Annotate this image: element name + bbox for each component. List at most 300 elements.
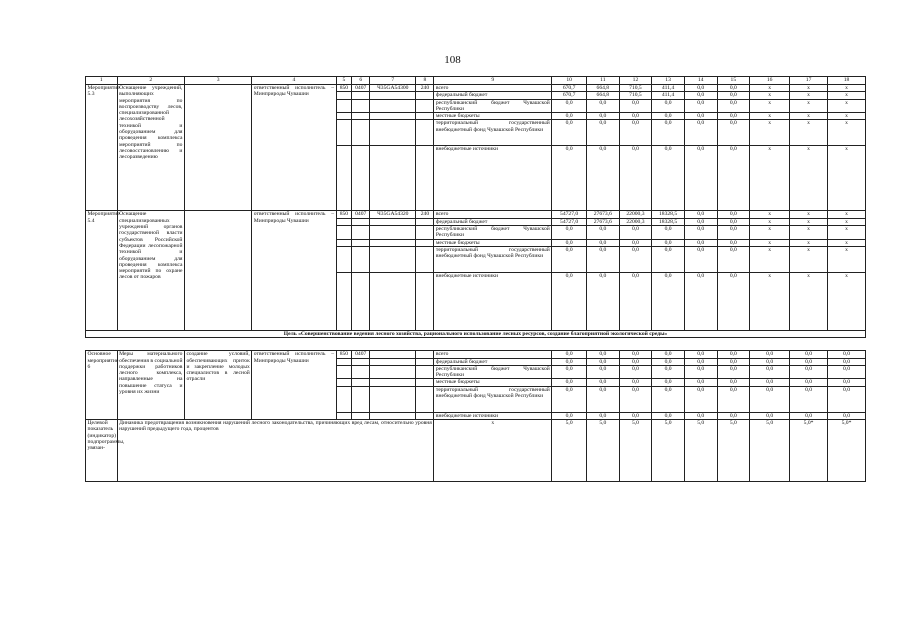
amount-cell: 0,0 (619, 239, 652, 246)
amount-cell: x (790, 218, 828, 225)
amount-cell: 0,0 (790, 365, 828, 379)
amount-cell: 0,0 (684, 386, 717, 412)
amount-cell: x (790, 92, 828, 99)
indicator-value: 5,0 (619, 420, 652, 482)
amount-cell: 0,0 (828, 358, 866, 365)
budget-code-cell (352, 146, 370, 211)
budget-code-cell (352, 379, 370, 386)
amount-cell: x (828, 239, 866, 246)
budget-code-cell (370, 379, 416, 386)
funding-source: внебюджетные источники (434, 146, 552, 211)
funding-source: федеральный бюджет (434, 92, 552, 99)
amount-cell: 0,0 (587, 113, 620, 120)
event-5-3-name: Мероприятие 5.3 (86, 85, 118, 211)
amount-cell: 0,0 (587, 365, 620, 379)
funding-source: внебюджетные источники (434, 272, 552, 330)
amount-cell: 0,0 (684, 120, 717, 146)
amount-cell: 710,5 (619, 85, 652, 92)
amount-cell: 0,0 (828, 351, 866, 358)
amount-cell: 0,0 (684, 146, 717, 211)
amount-cell: 0,0 (587, 358, 620, 365)
amount-cell: 0,0 (652, 226, 685, 240)
budget-code-cell (352, 358, 370, 365)
amount-cell: 0,0 (587, 386, 620, 412)
amount-cell: 0,0 (552, 120, 587, 146)
amount-cell: 411,4 (652, 85, 685, 92)
budget-code-cell: 240 (416, 85, 434, 92)
amount-cell: 0,0 (790, 358, 828, 365)
amount-cell: 0,0 (587, 120, 620, 146)
budget-code-cell (352, 99, 370, 113)
amount-cell: 0,0 (717, 239, 750, 246)
budget-code-cell (336, 246, 352, 272)
budget-code-cell (336, 272, 352, 330)
amount-cell: x (750, 99, 790, 113)
amount-cell: 27673,6 (587, 218, 620, 225)
budget-code-cell (416, 92, 434, 99)
column-number: 13 (652, 77, 685, 85)
amount-cell: x (750, 85, 790, 92)
budget-code-cell (370, 351, 416, 358)
budget-code-cell (416, 272, 434, 330)
column-number: 4 (252, 77, 336, 85)
amount-cell: x (790, 226, 828, 240)
budget-code-cell (336, 412, 352, 419)
indicator-row (86, 420, 866, 482)
main-event-6-description: Меры материального обеспечения в социальной поддержки работников лесного комплекса, направленные на повышение статуса и уровня их жизни (117, 351, 184, 420)
amount-cell: 0,0 (652, 239, 685, 246)
funding-source: всего (434, 85, 552, 92)
budget-code-cell (336, 379, 352, 386)
amount-cell: 0,0 (717, 226, 750, 240)
column-number: 3 (184, 77, 251, 85)
budget-code-cell (416, 99, 434, 113)
budget-code-cell (352, 246, 370, 272)
amount-cell: 0,0 (552, 99, 587, 113)
amount-cell: 0,0 (619, 113, 652, 120)
amount-cell: 0,0 (587, 99, 620, 113)
amount-cell: 0,0 (684, 99, 717, 113)
amount-cell: 0,0 (587, 226, 620, 240)
indicator-value: 5,0 (552, 420, 587, 482)
budget-code-cell (336, 365, 352, 379)
table-row (86, 351, 866, 358)
budget-code-cell (416, 412, 434, 419)
budget-code-cell (352, 218, 370, 225)
amount-cell: 0,0 (790, 351, 828, 358)
amount-cell: 0,0 (684, 218, 717, 225)
budget-code-cell: 0407 (352, 211, 370, 218)
column-number: 12 (619, 77, 652, 85)
amount-cell: 0,0 (684, 239, 717, 246)
amount-cell: 0,0 (619, 386, 652, 412)
amount-cell: 0,0 (652, 120, 685, 146)
budget-code-cell (416, 226, 434, 240)
indicator-value: 5,0 (587, 420, 620, 482)
amount-cell: x (828, 246, 866, 272)
budget-code-cell (336, 239, 352, 246)
amount-cell: 0,0 (552, 412, 587, 419)
amount-cell: 0,0 (684, 246, 717, 272)
budget-code-cell (416, 379, 434, 386)
event-5-4-expected-result (184, 211, 251, 330)
budget-code-cell (370, 218, 416, 225)
spacer-row (86, 338, 866, 351)
budget-code-cell (370, 113, 416, 120)
amount-cell: 0,0 (652, 412, 685, 419)
amount-cell: 0,0 (684, 92, 717, 99)
column-number-row (86, 77, 866, 85)
amount-cell: 0,0 (750, 358, 790, 365)
indicator-text: Динамика предотвращения возникновения нарушений лесного законодательства, причиняющих вред лесам, относительно уровня нарушений предыдущего года, процентов (117, 420, 434, 482)
column-number: 8 (416, 77, 434, 85)
amount-cell: 22000,3 (619, 211, 652, 218)
amount-cell: x (790, 239, 828, 246)
amount-cell: 0,0 (587, 379, 620, 386)
amount-cell: x (790, 246, 828, 272)
amount-cell: x (790, 113, 828, 120)
budget-code-cell: 240 (416, 211, 434, 218)
budget-table (85, 76, 866, 482)
amount-cell: x (828, 146, 866, 211)
amount-cell: x (828, 85, 866, 92)
amount-cell: x (790, 211, 828, 218)
amount-cell: 0,0 (717, 365, 750, 379)
amount-cell: 0,0 (717, 85, 750, 92)
budget-code-cell (336, 120, 352, 146)
column-number: 1 (86, 77, 118, 85)
amount-cell: x (750, 246, 790, 272)
column-number: 15 (717, 77, 750, 85)
amount-cell: x (750, 92, 790, 99)
amount-cell: 0,0 (652, 379, 685, 386)
amount-cell: 0,0 (587, 412, 620, 419)
amount-cell: 0,0 (750, 351, 790, 358)
budget-code-cell (416, 358, 434, 365)
indicator-name: Целевой показатель (индикатор) подпрограммы, увязан- (86, 420, 118, 482)
amount-cell: 0,0 (684, 351, 717, 358)
budget-code-cell (370, 226, 416, 240)
budget-code-cell (370, 358, 416, 365)
amount-cell: 0,0 (652, 365, 685, 379)
budget-code-cell (416, 146, 434, 211)
amount-cell: 0,0 (552, 239, 587, 246)
amount-cell: 0,0 (552, 379, 587, 386)
amount-cell: x (750, 120, 790, 146)
amount-cell: 411,4 (652, 92, 685, 99)
indicator-value: 5,0 (652, 420, 685, 482)
budget-code-cell: 850 (336, 85, 352, 92)
amount-cell: x (790, 85, 828, 92)
amount-cell: 0,0 (652, 351, 685, 358)
funding-source: местные бюджеты (434, 239, 552, 246)
amount-cell: 0,0 (619, 226, 652, 240)
amount-cell: 0,0 (652, 272, 685, 330)
column-number: 11 (587, 77, 620, 85)
amount-cell: 54727,0 (552, 211, 587, 218)
column-number: 16 (750, 77, 790, 85)
amount-cell: 0,0 (552, 226, 587, 240)
amount-cell: 0,0 (750, 412, 790, 419)
amount-cell: 22000,3 (619, 218, 652, 225)
amount-cell: 0,0 (652, 358, 685, 365)
event-5-4-description: Оснащение специализированных учреждений органов государственной власти субъектов Российской Федерации лесопожарной техникой и оборудованием для проведения комплекса мероприятий по охране лесов от пожаров (117, 211, 184, 330)
amount-cell: 0,0 (587, 146, 620, 211)
amount-cell: 0,0 (717, 99, 750, 113)
amount-cell: 0,0 (717, 92, 750, 99)
amount-cell: 670,7 (552, 92, 587, 99)
indicator-value: 5,0 (750, 420, 790, 482)
amount-cell: 0,0 (717, 211, 750, 218)
amount-cell: x (790, 146, 828, 211)
budget-code-cell (370, 99, 416, 113)
amount-cell: x (750, 226, 790, 240)
budget-code-cell (370, 239, 416, 246)
budget-code-cell (336, 92, 352, 99)
amount-cell: 0,0 (652, 146, 685, 211)
amount-cell: 0,0 (684, 365, 717, 379)
table-row (86, 85, 866, 92)
column-number: 17 (790, 77, 828, 85)
funding-source: территориальный государственный внебюджетный фонд Чувашской Республики (434, 386, 552, 412)
budget-code-cell (352, 365, 370, 379)
budget-code-cell (370, 272, 416, 330)
amount-cell: x (828, 113, 866, 120)
amount-cell: 0,0 (828, 365, 866, 379)
funding-source: республиканский бюджет Чувашской Республики (435, 99, 550, 112)
budget-code-cell: Ч35GA54300 (370, 85, 416, 92)
amount-cell: 0,0 (717, 358, 750, 365)
budget-code-cell (352, 226, 370, 240)
event-5-4-name: Мероприятие 5.4 (86, 211, 118, 330)
amount-cell: 27673,6 (587, 211, 620, 218)
amount-cell: x (790, 99, 828, 113)
column-number: 5 (336, 77, 352, 85)
budget-code-cell (336, 146, 352, 211)
budget-code-cell (336, 386, 352, 412)
budget-code-cell (336, 218, 352, 225)
amount-cell: x (828, 218, 866, 225)
amount-cell: 0,0 (552, 365, 587, 379)
spacer-cell (86, 338, 866, 351)
amount-cell: 0,0 (684, 379, 717, 386)
amount-cell: 0,0 (619, 358, 652, 365)
amount-cell: x (750, 218, 790, 225)
amount-cell: 0,0 (619, 351, 652, 358)
amount-cell: x (750, 146, 790, 211)
amount-cell: x (790, 272, 828, 330)
amount-cell: x (750, 272, 790, 330)
indicator-value: 5,0* (790, 420, 828, 482)
amount-cell: 0,0 (552, 146, 587, 211)
amount-cell: x (750, 113, 790, 120)
event-5-3-description: Оснащение учреждений, выполняющих мероприятия по воспроизводству лесов, специализированной лесохозяйственной техникой и оборудованием для проведения комплекса мероприятий по лесовосстановлению и лесоразведению (117, 85, 184, 211)
amount-cell: 18328,5 (652, 218, 685, 225)
amount-cell: 0,0 (684, 85, 717, 92)
amount-cell: 0,0 (619, 120, 652, 146)
amount-cell: 0,0 (552, 386, 587, 412)
indicator-value: 5,0 (684, 420, 717, 482)
budget-code-cell: 0407 (352, 85, 370, 92)
amount-cell: 0,0 (828, 386, 866, 412)
main-event-6-name: Основное мероприятие 6 (86, 351, 118, 420)
funding-source: всего (434, 211, 552, 218)
budget-code-cell (416, 113, 434, 120)
budget-code-cell: 0407 (352, 351, 370, 358)
budget-code-cell (416, 351, 434, 358)
amount-cell: x (828, 272, 866, 330)
amount-cell: 0,0 (552, 246, 587, 272)
amount-cell: 0,0 (717, 113, 750, 120)
amount-cell: 0,0 (552, 351, 587, 358)
amount-cell: 0,0 (652, 113, 685, 120)
funding-source: всего (434, 351, 552, 358)
amount-cell: 0,0 (684, 211, 717, 218)
amount-cell: 0,0 (828, 412, 866, 419)
amount-cell: x (828, 99, 866, 113)
amount-cell: 0,0 (684, 226, 717, 240)
amount-cell: x (750, 211, 790, 218)
budget-code-cell (370, 365, 416, 379)
column-number: 7 (370, 77, 416, 85)
funding-source: местные бюджеты (434, 113, 552, 120)
budget-code-cell (416, 239, 434, 246)
budget-code-cell (416, 365, 434, 379)
column-number: 14 (684, 77, 717, 85)
amount-cell: 0,0 (587, 239, 620, 246)
budget-code-cell (370, 386, 416, 412)
amount-cell: 0,0 (684, 358, 717, 365)
amount-cell: 0,0 (790, 379, 828, 386)
amount-cell: 0,0 (790, 412, 828, 419)
budget-code-cell: Ч35GA54320 (370, 211, 416, 218)
event-5-3-expected-result (184, 85, 251, 211)
budget-code-cell (370, 146, 416, 211)
funding-source: территориальный государственный внебюджетный фонд Чувашской Республики (434, 120, 552, 146)
amount-cell: 0,0 (619, 272, 652, 330)
main-event-6-expected-result: создание условий, обеспечивающих приток и закрепление молодых специалистов в лесной отрасли (184, 351, 251, 420)
goal-row (86, 330, 866, 337)
amount-cell: 0,0 (750, 365, 790, 379)
budget-code-cell (370, 412, 416, 419)
main-event-6-responsible: ответственный исполнитель – Минприроды Чувашии (252, 351, 336, 420)
column-number: 9 (434, 77, 552, 85)
table-row (86, 211, 866, 218)
budget-code-cell (370, 92, 416, 99)
budget-code-cell (352, 120, 370, 146)
event-5-3-responsible: ответственный исполнитель – Минприроды Чувашии (252, 85, 336, 211)
column-number: 18 (828, 77, 866, 85)
budget-code-cell (416, 218, 434, 225)
indicator-value: 5,0 (717, 420, 750, 482)
amount-cell: 0,0 (717, 386, 750, 412)
amount-cell: 664,8 (587, 92, 620, 99)
page-number: 108 (444, 54, 461, 66)
funding-source: местные бюджеты (434, 379, 552, 386)
amount-cell: 0,0 (587, 272, 620, 330)
amount-cell: 0,0 (652, 246, 685, 272)
budget-code-cell (336, 113, 352, 120)
amount-cell: 0,0 (750, 379, 790, 386)
budget-code-cell (352, 92, 370, 99)
column-number: 6 (352, 77, 370, 85)
event-5-4-responsible: ответственный исполнитель – Минприроды Чувашии (252, 211, 336, 330)
amount-cell: 0,0 (684, 412, 717, 419)
amount-cell: x (790, 120, 828, 146)
amount-cell: x (750, 239, 790, 246)
amount-cell: 664,8 (587, 85, 620, 92)
amount-cell: 0,0 (619, 365, 652, 379)
amount-cell: x (828, 226, 866, 240)
amount-cell: 0,0 (684, 113, 717, 120)
funding-source: республиканский бюджет Чувашской Республики (435, 226, 550, 239)
amount-cell: 0,0 (552, 358, 587, 365)
budget-code-cell (352, 113, 370, 120)
budget-code-cell (416, 120, 434, 146)
budget-code-cell (370, 246, 416, 272)
amount-cell: 0,0 (552, 113, 587, 120)
amount-cell: 0,0 (717, 218, 750, 225)
amount-cell: 0,0 (652, 99, 685, 113)
amount-cell: 0,0 (652, 386, 685, 412)
budget-code-cell (370, 120, 416, 146)
budget-code-cell (336, 358, 352, 365)
amount-cell: 0,0 (619, 146, 652, 211)
amount-cell: 0,0 (587, 351, 620, 358)
amount-cell: 0,0 (828, 379, 866, 386)
budget-code-cell (352, 239, 370, 246)
amount-cell: 18328,5 (652, 211, 685, 218)
budget-code-cell (336, 99, 352, 113)
column-number: 2 (117, 77, 184, 85)
amount-cell: 0,0 (750, 386, 790, 412)
budget-code-cell (352, 386, 370, 412)
funding-source: федеральный бюджет (434, 218, 552, 225)
funding-source: внебюджетные источники (434, 412, 552, 419)
amount-cell: 0,0 (587, 246, 620, 272)
amount-cell: 0,0 (619, 412, 652, 419)
amount-cell: 0,0 (717, 351, 750, 358)
amount-cell: 0,0 (717, 120, 750, 146)
amount-cell: 710,5 (619, 92, 652, 99)
budget-code-cell (416, 246, 434, 272)
amount-cell: 0,0 (619, 246, 652, 272)
budget-code-cell (336, 226, 352, 240)
budget-code-cell: 850 (336, 351, 352, 358)
indicator-value: 5,0* (828, 420, 866, 482)
amount-cell: 0,0 (619, 99, 652, 113)
amount-cell: x (828, 92, 866, 99)
budget-code-cell (352, 272, 370, 330)
budget-code-cell: 850 (336, 211, 352, 218)
amount-cell: x (828, 120, 866, 146)
column-number: 10 (552, 77, 587, 85)
amount-cell: 0,0 (790, 386, 828, 412)
amount-cell: 0,0 (619, 379, 652, 386)
amount-cell: 0,0 (717, 379, 750, 386)
funding-source: федеральный бюджет (434, 358, 552, 365)
amount-cell: x (828, 211, 866, 218)
amount-cell: 0,0 (717, 412, 750, 419)
amount-cell: 0,0 (717, 272, 750, 330)
indicator-marker: x (434, 420, 552, 482)
amount-cell: 0,0 (552, 272, 587, 330)
amount-cell: 0,0 (684, 272, 717, 330)
funding-source: республиканский бюджет Чувашской Республики (435, 365, 550, 379)
budget-code-cell (352, 412, 370, 419)
funding-source: территориальный государственный внебюджетный фонд Чувашской Республики (434, 246, 552, 272)
budget-code-cell (416, 386, 434, 412)
